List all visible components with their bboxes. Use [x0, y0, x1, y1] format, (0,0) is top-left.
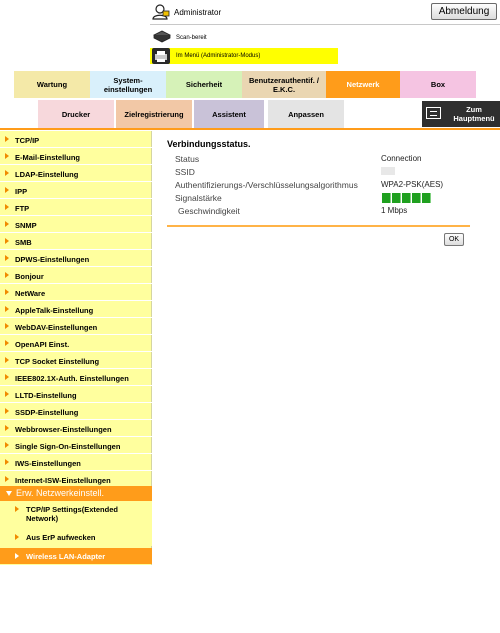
- ssid-label: SSID: [175, 167, 195, 177]
- sidebar-subitem-erp-wakeup[interactable]: [0, 529, 152, 546]
- sidebar-item-label: WebDAV-Einstellungen: [15, 323, 98, 332]
- mode-label: Im Menü (Administrator-Modus): [176, 53, 261, 59]
- arrow-right-icon: [5, 459, 9, 465]
- user-label: Administrator: [174, 8, 222, 17]
- main-menu-button[interactable]: [422, 101, 500, 127]
- sidebar-subitem-label: Aus ErP aufwecken: [26, 533, 96, 542]
- sidebar-item-tcp-socket[interactable]: [0, 352, 152, 369]
- sidebar-item-netware[interactable]: [0, 284, 152, 301]
- main-menu-label: Zum Hauptmenü: [453, 105, 495, 123]
- status-label: Status: [175, 154, 200, 164]
- arrow-right-icon: [5, 153, 9, 159]
- sidebar-item-label: E-Mail-Einstellung: [15, 153, 81, 162]
- arrow-right-icon: [5, 408, 9, 414]
- printer-icon: [152, 48, 170, 64]
- sidebar-item-label: SNMP: [15, 221, 37, 230]
- sidebar-item-ftp[interactable]: [0, 199, 152, 216]
- status-value: Connection: [381, 154, 422, 163]
- sidebar-item-ldap[interactable]: [0, 165, 152, 182]
- sidebar-item-label: AppleTalk-Einstellung: [15, 306, 94, 315]
- sidebar-item-smb[interactable]: [0, 233, 152, 250]
- sidebar-section-extended-network[interactable]: [0, 486, 152, 501]
- sidebar-item-snmp[interactable]: [0, 216, 152, 233]
- sidebar-item-label: OpenAPI Einst.: [15, 340, 70, 349]
- scan-status: Scan-bereit: [176, 35, 207, 41]
- tab-box[interactable]: Box: [400, 71, 476, 98]
- arrow-right-icon: [5, 204, 9, 210]
- arrow-down-icon: [6, 491, 12, 496]
- sidebar-subitem-wireless-lan[interactable]: [0, 548, 152, 564]
- arrow-right-icon: [5, 476, 9, 482]
- sidebar-item-webdav[interactable]: [0, 318, 152, 335]
- sidebar-item-label: NetWare: [15, 289, 46, 298]
- auth-encryption-label: Authentifizierungs-/Verschlüsselungsalgorithmus: [175, 180, 358, 190]
- administrator-icon: [152, 4, 170, 20]
- sidebar-item-label: LLTD-Einstellung: [15, 391, 77, 400]
- signal-bar: [392, 193, 401, 203]
- sidebar-item-openapi[interactable]: [0, 335, 152, 352]
- sidebar-item-bonjour[interactable]: [0, 267, 152, 284]
- page-title: Verbindungsstatus.: [167, 139, 251, 149]
- tab-anpassen[interactable]: Anpassen: [268, 100, 344, 128]
- sidebar-item-label: DPWS-Einstellungen: [15, 255, 90, 264]
- signal-strength-bars: [382, 193, 431, 203]
- sidebar-item-label: IPP: [15, 187, 28, 196]
- arrow-right-icon: [5, 323, 9, 329]
- tab-assistent[interactable]: Assistent: [194, 100, 264, 128]
- logout-button[interactable]: Abmeldung: [431, 3, 497, 20]
- sidebar-item-ieee8021x[interactable]: [0, 369, 152, 386]
- arrow-right-icon: [15, 553, 19, 559]
- arrow-right-icon: [5, 255, 9, 261]
- ssid-value: [381, 167, 395, 175]
- sidebar-item-webbrowser[interactable]: [0, 420, 152, 437]
- arrow-right-icon: [5, 391, 9, 397]
- arrow-right-icon: [5, 187, 9, 193]
- arrow-right-icon: [5, 238, 9, 244]
- signal-strength-label: Signalstärke: [175, 193, 222, 203]
- sidebar-section-label: Erw. Netzwerkeinstell.: [16, 488, 105, 498]
- sidebar-item-sso[interactable]: [0, 437, 152, 454]
- sidebar-item-label: FTP: [15, 204, 30, 213]
- sidebar-item-label: Webbrowser-Einstellungen: [15, 425, 112, 434]
- sidebar-item-lltd[interactable]: [0, 386, 152, 403]
- sidebar-item-label: LDAP-Einstellung: [15, 170, 79, 179]
- arrow-right-icon: [5, 442, 9, 448]
- speed-value: 1 Mbps: [381, 206, 408, 215]
- header-divider: [150, 24, 500, 25]
- tab-drucker[interactable]: Drucker: [38, 100, 114, 128]
- tab-benutzerauthentifizierung[interactable]: Benutzerauthentif. / E.K.C.: [242, 71, 326, 98]
- arrow-right-icon: [15, 534, 19, 540]
- sidebar-item-tcpip[interactable]: [0, 131, 152, 148]
- arrow-right-icon: [5, 357, 9, 363]
- signal-bar: [422, 193, 431, 203]
- tab-wartung[interactable]: Wartung: [14, 71, 90, 98]
- signal-bar: [402, 193, 411, 203]
- sidebar-subitem-label: Wireless LAN-Adapter: [26, 552, 106, 561]
- sidebar-item-label: SMB: [15, 238, 32, 247]
- sidebar-item-label: IWS-Einstellungen: [15, 459, 81, 468]
- arrow-right-icon: [5, 272, 9, 278]
- arrow-right-icon: [5, 170, 9, 176]
- speed-label: Geschwindigkeit: [178, 206, 240, 216]
- tab-systemeinstellungen[interactable]: System- einstellungen: [90, 71, 166, 98]
- sidebar-item-label: Bonjour: [15, 272, 44, 281]
- sidebar-item-label: Internet-ISW-Einstellungen: [15, 476, 111, 485]
- arrow-right-icon: [5, 425, 9, 431]
- sidebar-item-ssdp[interactable]: [0, 403, 152, 420]
- tab-zielregistrierung[interactable]: Zielregistrierung: [116, 100, 192, 128]
- sidebar-item-label: SSDP-Einstellung: [15, 408, 79, 417]
- arrow-right-icon: [5, 221, 9, 227]
- sidebar-item-email[interactable]: [0, 148, 152, 165]
- arrow-right-icon: [5, 136, 9, 142]
- arrow-right-icon: [5, 289, 9, 295]
- sidebar-item-iws[interactable]: [0, 454, 152, 471]
- sidebar-subitem-tcpip-extended[interactable]: [0, 501, 152, 529]
- sidebar-item-dpws[interactable]: [0, 250, 152, 267]
- content-divider: [167, 225, 470, 227]
- tab-sicherheit[interactable]: Sicherheit: [166, 71, 242, 98]
- signal-bar: [382, 193, 391, 203]
- primary-tabs: [14, 71, 476, 98]
- auth-encryption-value: WPA2-PSK(AES): [381, 180, 444, 189]
- sidebar-item-appletalk[interactable]: [0, 301, 152, 318]
- sidebar-item-label: Single Sign-On-Einstellungen: [15, 442, 121, 451]
- sidebar-item-label: TCP/IP: [15, 136, 40, 145]
- arrow-right-icon: [15, 506, 19, 512]
- sidebar-item-label: IEEE802.1X-Auth. Einstellungen: [15, 374, 129, 383]
- arrow-right-icon: [5, 374, 9, 380]
- signal-bar: [412, 193, 421, 203]
- scanner-icon: [152, 28, 172, 44]
- ok-button[interactable]: OK: [444, 233, 464, 246]
- sidebar-item-label: TCP Socket Einstellung: [15, 357, 100, 366]
- tabs-divider: [0, 128, 500, 130]
- arrow-right-icon: [5, 340, 9, 346]
- menu-icon: [426, 107, 441, 119]
- sidebar-subitem-label: TCP/IP Settings(Extended Network): [26, 505, 118, 523]
- arrow-right-icon: [5, 306, 9, 312]
- tab-netzwerk[interactable]: Netzwerk: [326, 71, 400, 98]
- sidebar-item-ipp[interactable]: [0, 182, 152, 199]
